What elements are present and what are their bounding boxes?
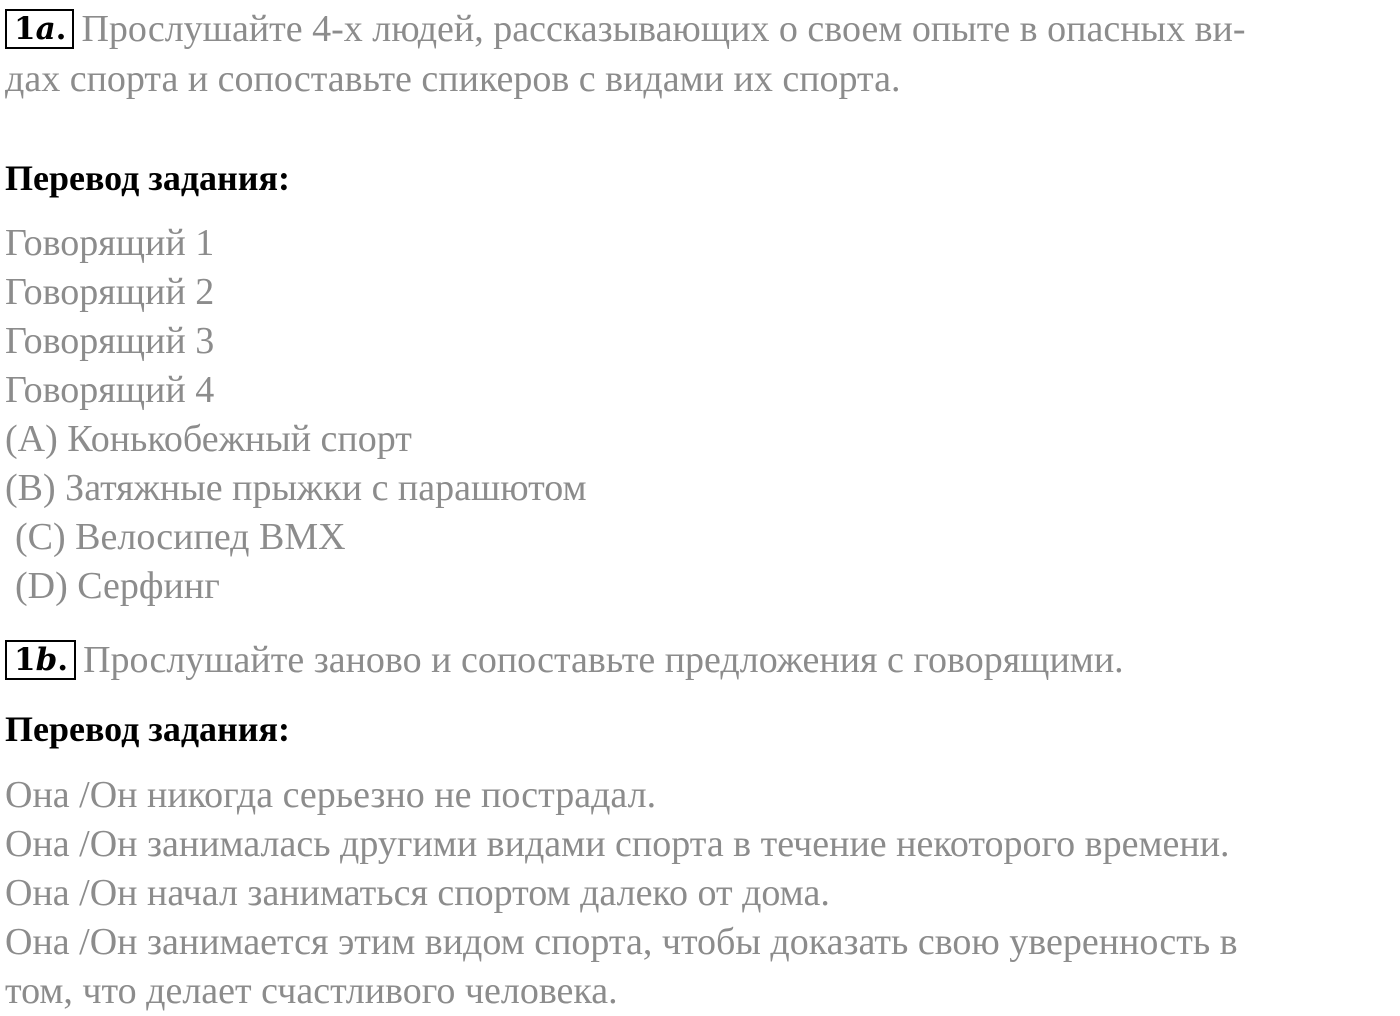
task-1a-text-line-2: дах спорта и сопоставьте спикеров с видами их спорта.: [5, 58, 901, 100]
task-1b-letter: b: [35, 642, 58, 678]
sport-option-d: (D) Серфинг: [15, 565, 220, 607]
sentence-item: Она /Он никогда серьезно не пострадал.: [5, 774, 657, 816]
speaker-item: Говорящий 1: [5, 222, 215, 264]
sentence-item: Она /Он занимается этим видом спорта, чтобы доказать свою уверенность в: [5, 921, 1238, 963]
speaker-list: [5, 219, 587, 611]
task-1b-line: [5, 636, 1124, 685]
sentence-item: Она /Он занималась другими видами спорта в течение некоторого времени.: [5, 823, 1230, 865]
task-1a-line-1: [5, 5, 1246, 54]
speaker-item: Говорящий 3: [5, 320, 215, 362]
sport-option-a: (A) Конькобежный спорт: [5, 418, 412, 460]
sentence-list: [5, 771, 1238, 1016]
sport-option-c: (C) Велосипед BMX: [15, 516, 346, 558]
sentence-item: Она /Он начал заниматься спортом далеко от дома.: [5, 872, 830, 914]
task-1a-number: 1: [14, 11, 36, 47]
task-1a-letter: a: [35, 11, 56, 47]
speaker-item: Говорящий 2: [5, 271, 215, 313]
section-heading-1b: Перевод задания:: [5, 709, 290, 749]
task-1b-number: 1: [14, 642, 36, 678]
task-1a-dot: .: [55, 11, 67, 47]
task-1b-dot: .: [57, 642, 69, 678]
section-heading-1a: Перевод задания:: [5, 158, 290, 198]
sentence-item: том, что делает счастливого человека.: [5, 970, 618, 1012]
task-1b-text: Прослушайте заново и сопоставьте предложения с говорящими.: [83, 639, 1124, 681]
task-1a-badge: [5, 9, 74, 49]
task-1a-text-line-1: Прослушайте 4-х людей, рассказывающих о своем опыте в опасных ви-: [81, 8, 1246, 50]
speaker-item: Говорящий 4: [5, 369, 215, 411]
task-1b-badge: [5, 640, 76, 680]
sport-option-b: (B) Затяжные прыжки с парашютом: [5, 467, 587, 509]
